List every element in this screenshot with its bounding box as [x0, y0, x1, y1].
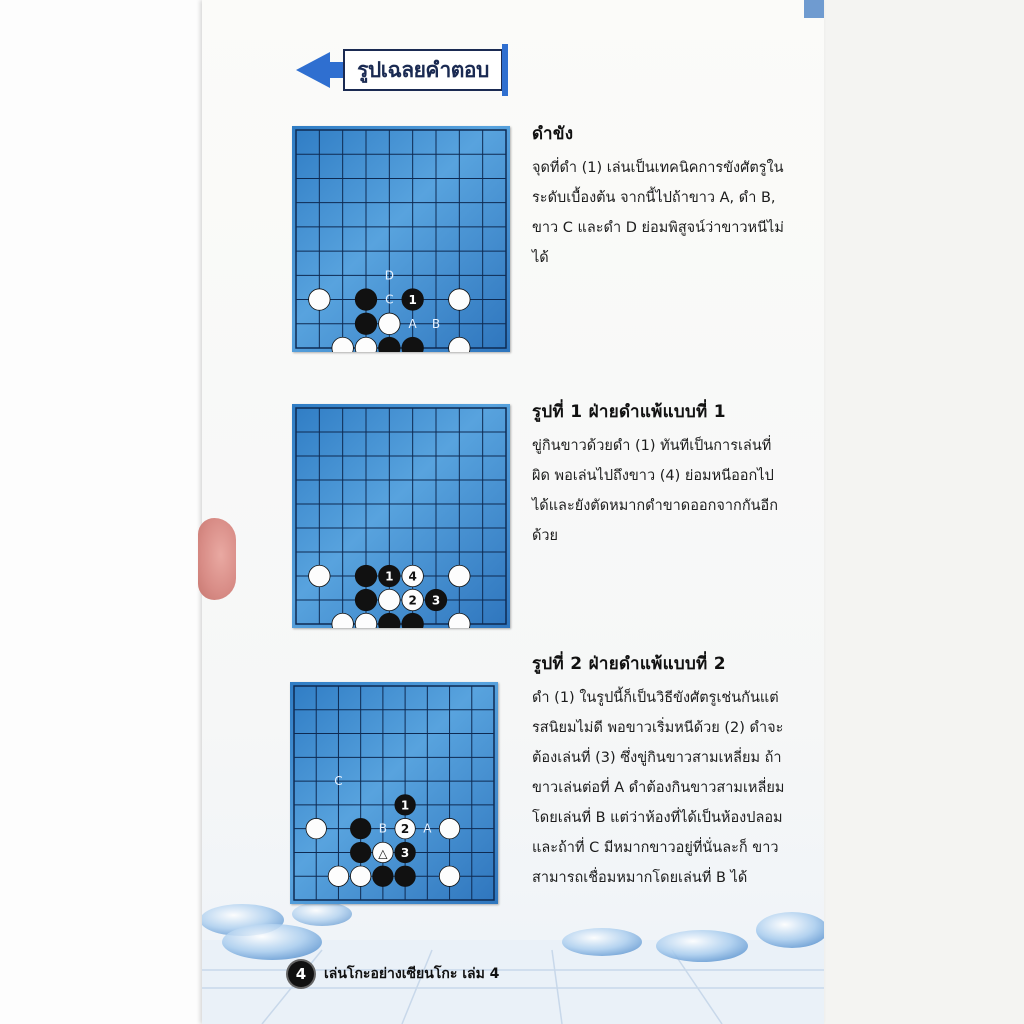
board-letter-c: C	[334, 774, 343, 789]
stone-label: 3	[431, 593, 441, 608]
white-stone	[449, 565, 470, 586]
white-stone	[306, 818, 326, 838]
black-stone	[350, 842, 370, 862]
white-stone	[439, 818, 459, 838]
corner-decoration	[804, 0, 824, 18]
section-dam-khang	[532, 120, 788, 273]
black-stone	[402, 337, 423, 352]
black-stone	[402, 289, 423, 310]
board-letter-b: B	[431, 316, 441, 331]
white-stone	[395, 818, 415, 838]
white-stone	[439, 866, 459, 886]
white-stone	[402, 565, 423, 586]
board-border	[296, 408, 506, 624]
stone-label: 3	[400, 845, 410, 860]
black-stone	[379, 337, 400, 352]
board-letter-d: D	[384, 268, 394, 283]
left-margin	[0, 0, 202, 1024]
stone-label: 1	[400, 798, 410, 813]
go-board-1	[292, 126, 510, 352]
page-number: 4	[288, 961, 314, 987]
section-body: จุดที่ดำ (1) เล่นเป็นเทคนิคการขังศัตรูในระดับเบื้องต้น จากนี้ไปถ้าขาว A, ดำ B, ขาว C และดำ D ย่อมพิสูจน์ว่าขาวหนีไม่ได้	[532, 160, 784, 266]
section-heading: ดำขัง	[532, 124, 574, 144]
board-letter-a: A	[408, 316, 417, 331]
book-title: เล่นโกะอย่างเซียนโกะ เล่ม 4	[324, 966, 500, 982]
board-border	[296, 130, 506, 348]
black-stone	[355, 289, 376, 310]
go-board-3	[290, 682, 498, 904]
white-stone	[332, 613, 353, 628]
stone-label: 1	[385, 569, 394, 584]
stone-label: 2	[408, 593, 417, 608]
black-stone	[373, 866, 393, 886]
stone-label: 4	[408, 569, 417, 584]
section-heading: รูปที่ 2 ฝ่ายดำแพ้แบบที่ 2	[532, 654, 726, 674]
white-stone	[449, 289, 470, 310]
finger-overlay	[198, 518, 236, 600]
section-figure-2	[532, 650, 788, 893]
section-body: ขู่กินขาวด้วยดำ (1) ทันทีเป็นการเล่นที่ผิด พอเล่นไปถึงขาว (4) ย่อมหนีออกไปได้และยังตัดหมากดำขาดออกจากกันอีกด้วย	[532, 438, 778, 544]
black-stone	[402, 613, 423, 628]
white-stone	[449, 613, 470, 628]
go-board-1-grid	[292, 126, 510, 352]
white-stone	[355, 613, 376, 628]
white-stone	[332, 337, 353, 352]
section-heading: รูปที่ 1 ฝ่ายดำแพ้แบบที่ 1	[532, 402, 726, 422]
board-border	[294, 686, 494, 900]
stone-label: △	[378, 846, 388, 861]
go-board-2-grid	[292, 404, 510, 628]
board-letter-c: C	[385, 292, 394, 307]
black-stone	[355, 589, 376, 610]
black-stone	[355, 313, 376, 334]
page-title: รูปเฉลยคำตอบ	[357, 58, 489, 82]
white-stone	[309, 565, 330, 586]
black-stone	[379, 613, 400, 628]
white-stone	[350, 866, 370, 886]
white-stone	[402, 589, 423, 610]
white-stone	[379, 589, 400, 610]
white-stone	[379, 313, 400, 334]
white-stone	[373, 842, 393, 862]
page-footer	[288, 958, 499, 990]
black-stone	[350, 818, 370, 838]
board-letter-a: A	[423, 821, 432, 836]
black-stone	[379, 565, 400, 586]
black-stone	[355, 565, 376, 586]
stone-label: 1	[408, 293, 417, 308]
black-stone	[395, 866, 415, 886]
go-board-2	[292, 404, 510, 628]
white-stone	[328, 866, 348, 886]
section-figure-1	[532, 398, 788, 551]
go-board-3-grid	[290, 682, 498, 904]
black-stone	[395, 795, 415, 815]
black-stone	[425, 589, 446, 610]
stone-label: 2	[400, 822, 410, 837]
board-letter-b: B	[378, 821, 388, 836]
white-stone	[355, 337, 376, 352]
black-stone	[395, 842, 415, 862]
white-stone	[309, 289, 330, 310]
header-banner	[296, 44, 510, 96]
section-body: ดำ (1) ในรูปนี้ก็เป็นวิธีขังศัตรูเช่นกันแต่รสนิยมไม่ดี พอขาวเริ่มหนีด้วย (2) ดำจะต้องเล่นที่ (3) ซึ่งขู่กินขาวสามเหลี่ยม ถ้าขาวเล่นต่อที่ A ดำต้องกินขาวสามเหลี่ยมโดยเล่นที่ B แต่ว่าห้องที่ได้เป็นห้องปลอม และถ้าที่ C มีหมากขาวอยู่ที่นั่นละก็ ขาวสามารถเชื่อมหมากโดยเล่นที่ B ได้	[532, 690, 785, 886]
white-stone	[449, 337, 470, 352]
